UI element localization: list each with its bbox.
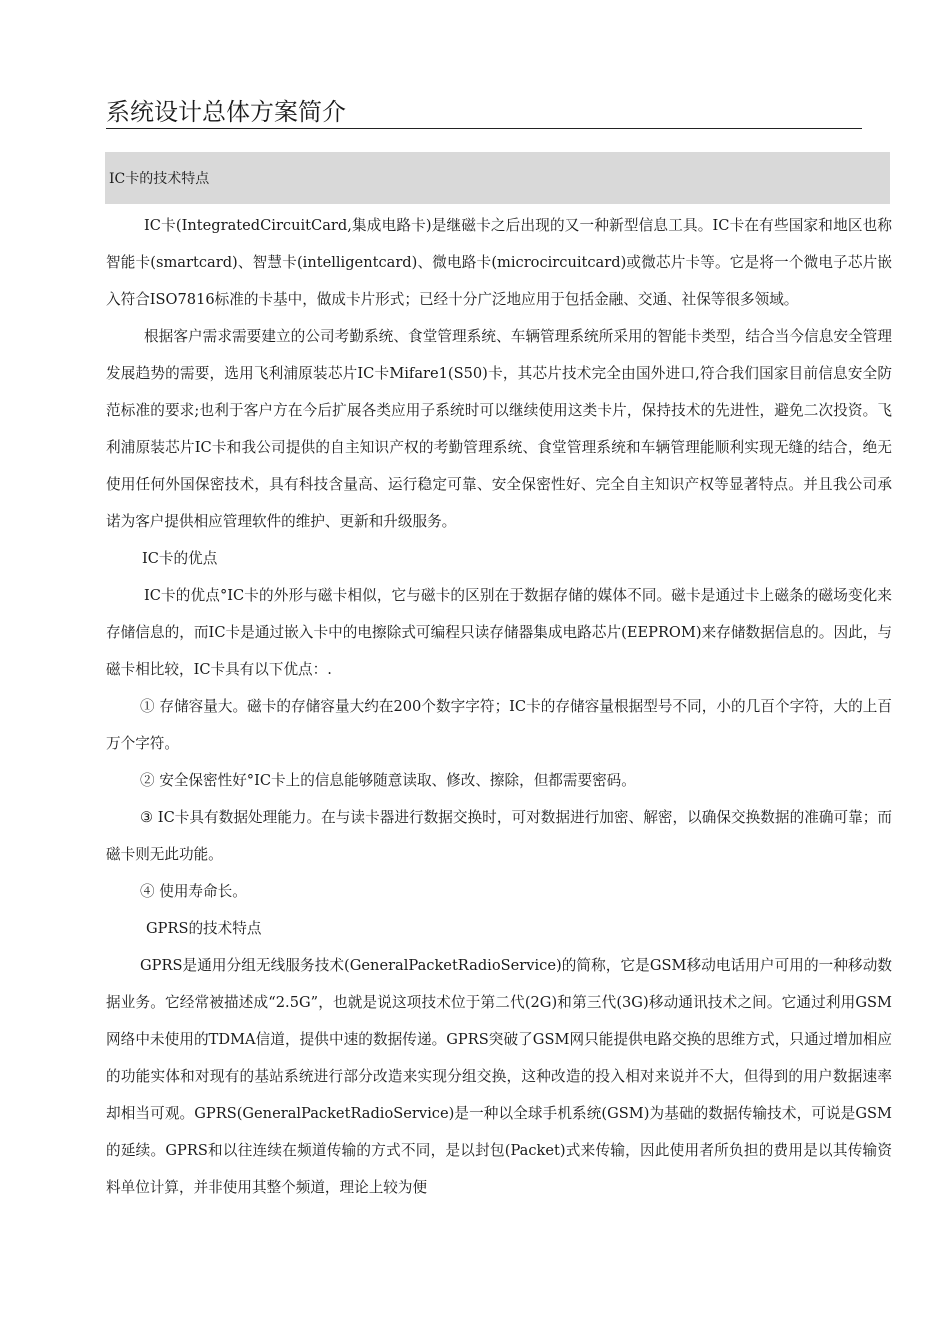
list-item-lifespan: ④ 使用寿命长。 xyxy=(140,883,247,900)
paragraph-gprs: GPRS是通用分组无线服务技术(GeneralPacketRadioService)的简称，它是GSM移动电话用户可用的一种移动数据业务。它经常被描述成“2.5G”，也就是说这项技术位于第二代(2G)和第三代(3G)移动通讯技术之间。它通过利用GSM网络中未使用的TDMA信道，提供中速的数据传递。GPRS突破了GSM网只能提供电路交换的思维方式，只通过增加相应的功能实体和对现有的基站系统进行部分改造来实现分组交换，这种改造的投入相对来说并不大，但得到的用户数据速率却相当可观。GPRS(GeneralPacketRadioService)是一种以全球手机系统(GSM)为基础的数据传输技术，可说是GSM的延续。GPRS和以往连续在频道传输的方式不同，是以封包(Packet)式来传输，因此使用者所负担的费用是以其传输资料单位计算，并非使用其整个频道，理论上较为便 xyxy=(106,957,892,1196)
list-item-storage: ① 存储容量大。磁卡的存储容量大约在200个数字字符；IC卡的存储容量根据型号不同，小的几百个字符，大的上百万个字符。 xyxy=(106,698,892,752)
list-item-processing: ③ IC卡具有数据处理能力。在与读卡器进行数据交换时，可对数据进行加密、解密，以确保交换数据的准确可靠；而磁卡则无此功能。 xyxy=(106,809,892,863)
paragraph-card-selection: 根据客户需求需要建立的公司考勤系统、食堂管理系统、车辆管理系统所采用的智能卡类型，结合当今信息安全管理发展趋势的需要，选用飞利浦原装芯片IC卡Mifare1(S50)卡，其芯片技术完全由国外进口,符合我们国家目前信息安全防范标准的要求;也利于客户方在今后扩展各类应用子系统时可以继续使用这类卡片，保持技术的先进性，避免二次投资。飞利浦原装芯片IC卡和我公司提供的自主知识产权的考勤管理系统、食堂管理系统和车辆管理能顺利实现无缝的结合，绝无使用任何外国保密技术，具有科技含量高、运行稳定可靠、安全保密性好、完全自主知识产权等显著特点。并且我公司承诺为客户提供相应管理软件的维护、更新和升级服务。 xyxy=(106,328,892,530)
paragraph-ic-card-intro: IC卡(IntegratedCircuitCard,集成电路卡)是继磁卡之后出现的又一种新型信息工具。IC卡在有些国家和地区也称智能卡(smartcard)、智慧卡(intelligentcard)、微电路卡(microcircuitcard)或微芯片卡等。它是将一个微电子芯片嵌入符合ISO7816标准的卡基中，做成卡片形式；已经十分广泛地应用于包括金融、交通、社保等很多领域。 xyxy=(106,217,892,308)
list-item-security: ② 安全保密性好°IC卡上的信息能够随意读取、修改、擦除，但都需要密码。 xyxy=(140,772,636,789)
section-header-bar xyxy=(105,152,890,204)
document-body xyxy=(106,207,892,1206)
page-title: 系统设计总体方案简介 xyxy=(106,96,862,129)
subheading-ic-advantages: IC卡的优点 xyxy=(142,550,218,567)
section-header-text: IC卡的技术特点 xyxy=(109,171,210,187)
paragraph-ic-advantages: IC卡的优点°IC卡的外形与磁卡相似，它与磁卡的区别在于数据存储的媒体不同。磁卡是通过卡上磁条的磁场变化来存储信息的，而IC卡是通过嵌入卡中的电擦除式可编程只读存储器集成电路芯片(EEPROM)来存储数据信息的。因此，与磁卡相比较，IC卡具有以下优点：. xyxy=(106,587,892,678)
subheading-gprs: GPRS的技术特点 xyxy=(146,920,262,937)
